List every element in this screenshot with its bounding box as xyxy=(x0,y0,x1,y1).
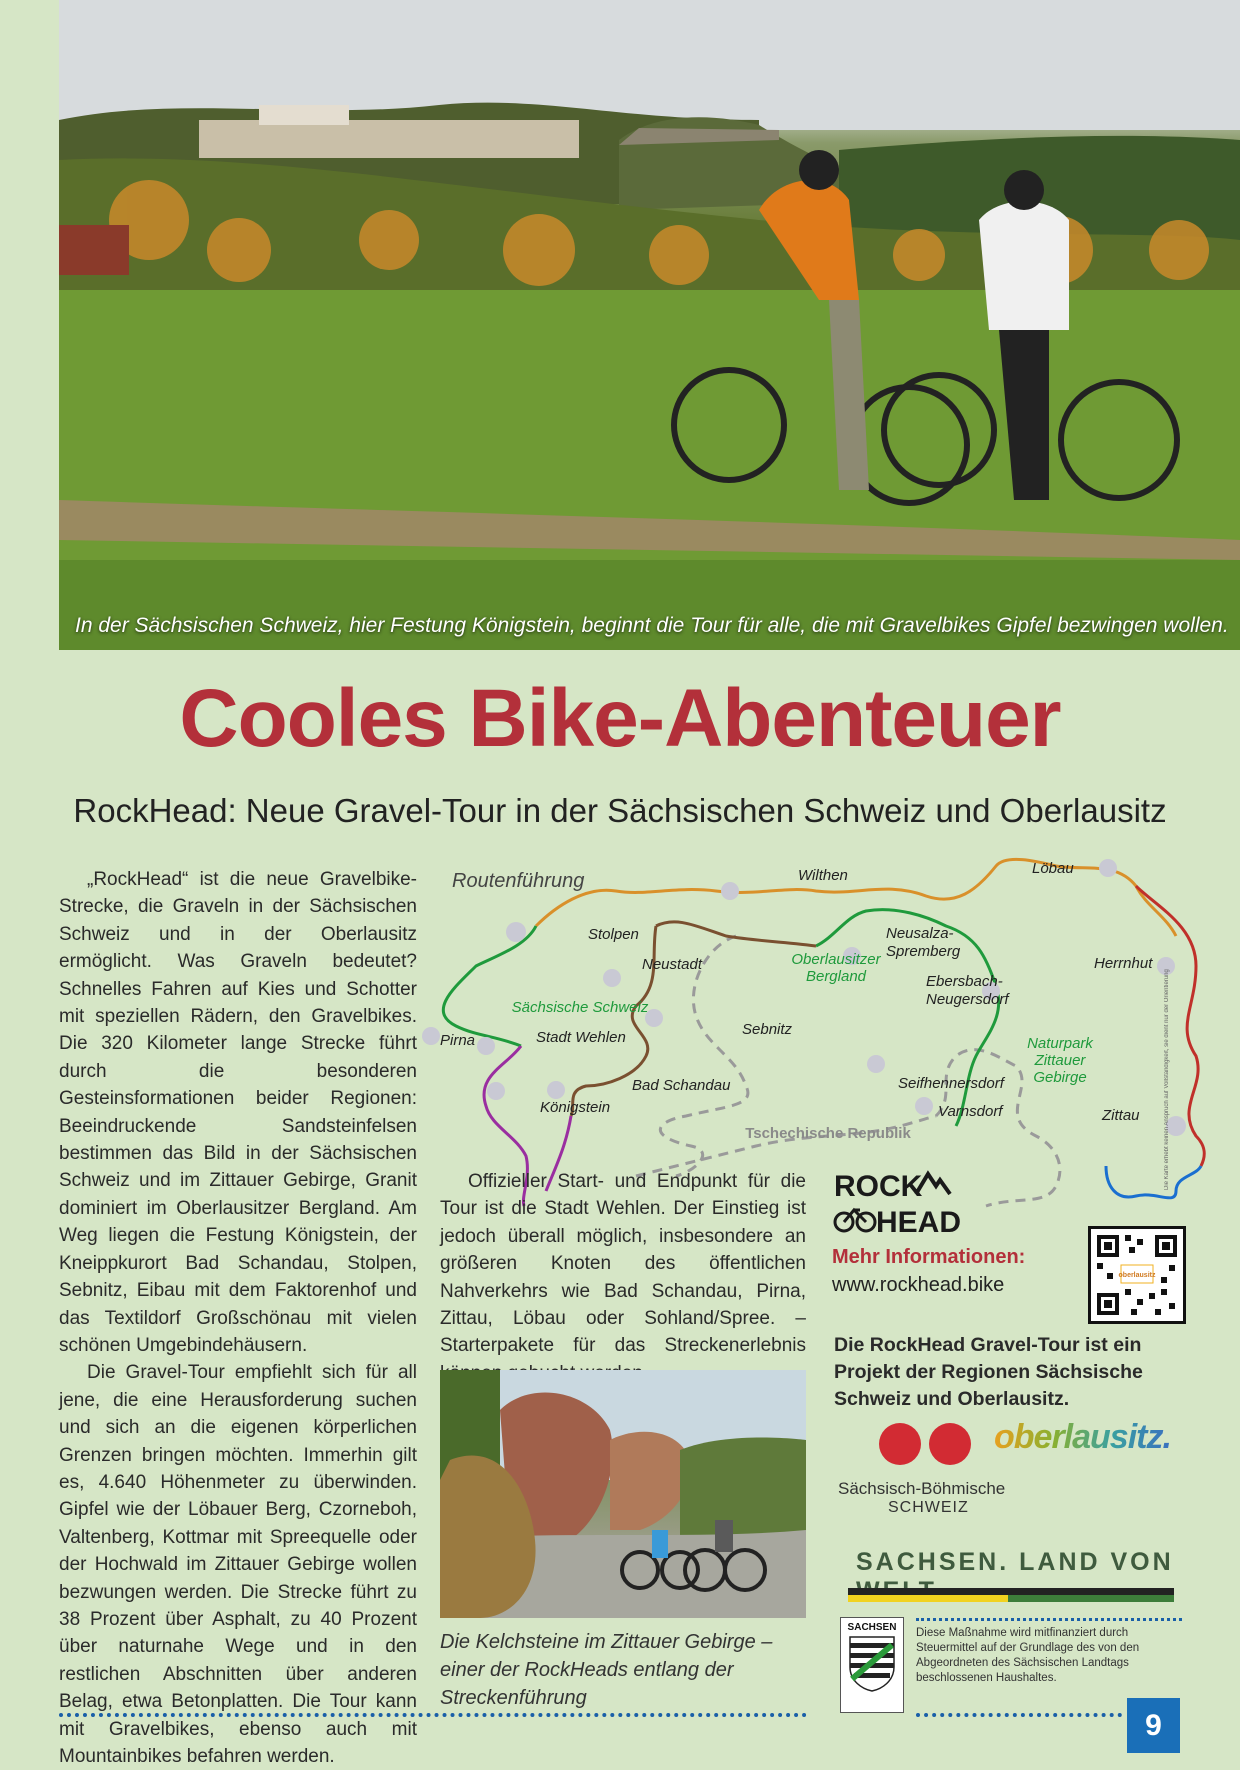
page-title: Cooles Bike-Abenteuer xyxy=(179,673,1061,764)
sbs-logo-line1: Sächsisch-Böhmische xyxy=(838,1479,1006,1498)
town-label: Sebnitz xyxy=(742,1021,793,1038)
qr-code[interactable] xyxy=(1088,1226,1186,1324)
qr-center-label: oberlausitz xyxy=(1118,1272,1156,1279)
paragraph-start: Offizieller Start- und Endpunkt für die Tour ist die Stadt Wehlen. Der Einstieg ist jedoch überall möglich, insbesondere an größeren Knoten des öffentlichen Nahverkehrs wie Bad Schandau, Pirna, Zittau, Löbau oder Sohland/Spree. – Starterpakete für das Streckenerlebnis xyxy=(440,1171,806,1357)
kelchsteine-photo xyxy=(440,1370,806,1618)
project-statement: Die RockHead Gravel-Tour ist ein Projekt der Regionen Sächsische Schweiz und Oberlausitz. xyxy=(834,1334,1143,1410)
rockhead-logo xyxy=(832,1168,962,1239)
bicycle-icon xyxy=(835,1210,875,1231)
oberlausitz-logo-text: oberlausitz. xyxy=(994,1418,1171,1456)
town-label: Löbau xyxy=(1032,860,1074,877)
saechsisch-boehmische-schweiz-logo xyxy=(838,1420,1018,1517)
more-info-label: Mehr Informationen: xyxy=(832,1246,1026,1268)
town-label: Pirna xyxy=(440,1032,476,1049)
article-column-2 xyxy=(440,1168,806,1387)
footer-dotted-rule xyxy=(59,1713,807,1717)
map-disclaimer: Die Karte erhebt keinen Anspruch auf Vollständigkeit, sie dient nur der Orientierung xyxy=(1164,969,1170,1190)
funding-notice: Diese Maßnahme wird mitfinanziert durch Steuermittel auf der Grundlage des von den Abgeordneten des Sächsischen Landtags beschlossenen Haushaltes. xyxy=(916,1627,1140,1684)
town-label: Zittau xyxy=(1102,1107,1140,1124)
saxony-coat-of-arms-icon xyxy=(848,1633,896,1693)
oberlausitz-logo xyxy=(994,1418,1171,1457)
town-label: Spremberg xyxy=(886,943,961,960)
country-label: Tschechische Republik xyxy=(745,1125,911,1142)
region-label: Bergland xyxy=(805,968,867,985)
hero-caption: In der Sächsischen Schweiz, hier Festung Königstein, beginnt die Tour für alle, die mit Gravelbikes Gipfel bezwingen wollen. xyxy=(75,614,1229,637)
crest-label: SACHSEN xyxy=(847,1622,897,1633)
article-column-1 xyxy=(59,866,417,1770)
region-label: Gebirge xyxy=(1033,1069,1087,1086)
region-label: Oberlausitzer xyxy=(791,951,881,968)
town-label: Varnsdorf xyxy=(938,1103,1003,1120)
rockhead-logo-line2: HEAD xyxy=(876,1206,962,1239)
hero-scene xyxy=(59,0,1240,650)
hero-photo xyxy=(59,0,1240,650)
region-label: Sächsische Schweiz xyxy=(511,999,649,1016)
rockhead-url-link[interactable]: www.rockhead.bike xyxy=(832,1274,1005,1296)
town-label: Ebersbach- xyxy=(926,973,1003,990)
sachsen-flag-stripe xyxy=(848,1588,1174,1602)
town-label: Herrnhut xyxy=(1094,955,1153,972)
route-map xyxy=(436,846,1156,1206)
town-label: Königstein xyxy=(540,1099,611,1116)
town-label: Neugersdorf xyxy=(926,991,1009,1008)
town-label: Bad Schandau xyxy=(632,1077,731,1094)
page-subtitle: RockHead: Neue Gravel-Tour in der Sächsischen Schweiz und Oberlausitz xyxy=(73,792,1167,829)
town-label: Neustadt xyxy=(642,956,703,973)
paragraph-intro: „RockHead“ ist die neue Gravelbike-Strecke, die Graveln in der Sächsischen Schweiz und in der Oberlausitz ermöglicht. Was Graveln bedeutet? Schnelles Fahren auf Kies und Schotter mit speziellen Rädern, den Gravelbikes. Die 320 Kilometer lange Strecke führt durch die besonderen Gesteinsformationen beider Regionen: Beeindruckende Sandsteinfelsen bestimmen das Bild in der Sächsischen Schweiz und im Zittauer Gebirge, Granit dominiert im Oberlausitzer Bergland. Am Weg liegen die Festung Königstein, der Kneippkurort Bad Schandau, Stolpen, Sebnitz, Eibau mit dem Faktorenhof und das Textildorf Großschönau mit vielen schönen Umgebindehäusern. xyxy=(59,869,417,1356)
kelchsteine-scene xyxy=(440,1370,806,1618)
town-label: Stolpen xyxy=(588,926,639,943)
town-label: Neusalza- xyxy=(886,925,954,942)
footer-dotted-rule xyxy=(916,1713,1122,1717)
map-title: Routenführung xyxy=(452,870,585,892)
paragraph-challenge: Die Gravel-Tour empfiehlt sich für all jene, die eine Herausforderung suchen und sich an die eigenen körperlichen Grenzen bringen möchten. Immerhin gilt es, 4.640 Höhenmeter zu überwinden. Gipfel wie der Löbauer Berg, Czorneboh, Valtenberg, Kottmar mit Spreequelle oder der Hochwald im Zittauer Gebirge wollen bezwungen werden. Die Strecke führt zu 38 Prozent über Asphalt, zu 40 Prozent über naturnahe Wege und in den restlichen Abschnitten über anderen Belag, etwa Betonplatten. Die Tour kann mit Gravelbikes, ebenso auch mit Mountainbikes befahren werden. xyxy=(59,1362,417,1767)
town-label: Seifhennersdorf xyxy=(898,1075,1004,1092)
region-label: Zittauer xyxy=(1034,1052,1086,1069)
town-label: Wilthen xyxy=(798,867,848,884)
red-circles-icon xyxy=(838,1420,968,1468)
sachsen-slogan: SACHSEN. LAND VON xyxy=(856,1548,1174,1576)
funding-divider xyxy=(916,1618,1182,1621)
sbs-logo-line2: SCHWEIZ xyxy=(888,1499,969,1516)
rockhead-logo-line1: ROCK xyxy=(834,1170,923,1203)
page-number: 9 xyxy=(1127,1698,1180,1753)
town-label: Stadt Wehlen xyxy=(536,1029,626,1046)
sachsen-crest xyxy=(840,1617,904,1713)
photo2-caption: Die Kelchsteine im Zittauer Gebirge – einer der RockHeads entlang der Streckenführung xyxy=(440,1631,773,1709)
region-label: Naturpark xyxy=(1027,1035,1093,1052)
